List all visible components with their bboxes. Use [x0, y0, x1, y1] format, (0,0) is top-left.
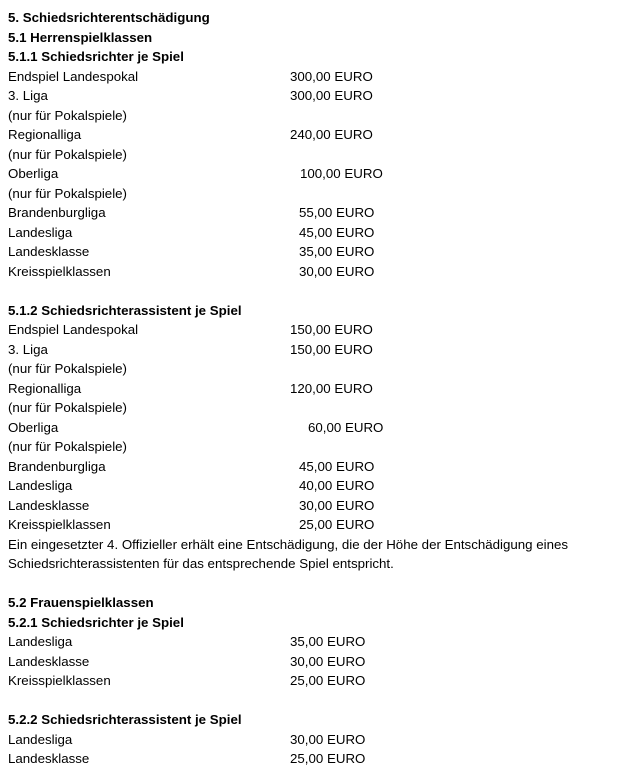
herren-schiedsrichter-table	[8, 67, 618, 282]
frauen-schiedsrichter-title: 5.2.1 Schiedsrichter je Spiel	[8, 614, 184, 630]
table-row	[8, 496, 618, 516]
row-amount: 30,00 EURO	[299, 497, 375, 513]
herren-assistent-table	[8, 320, 618, 535]
row-amount: 120,00 EURO	[290, 380, 373, 396]
row-label: 3. Liga	[8, 88, 48, 103]
row-label: (nur für Pokalspiele)	[8, 146, 127, 162]
table-row	[8, 418, 618, 438]
section-title: 5. Schiedsrichterentschädigung	[8, 10, 210, 25]
row-amount: 35,00 EURO	[299, 244, 375, 259]
row-label: Regionalliga	[8, 127, 82, 142]
table-row	[8, 437, 618, 457]
spacer	[8, 281, 618, 301]
row-label: Kreisspielklassen	[8, 673, 111, 688]
row-amount: 100,00 EURO	[300, 166, 383, 181]
spacer	[8, 574, 618, 594]
row-amount: 240,00 EURO	[290, 127, 373, 142]
row-amount: 30,00 EURO	[290, 653, 366, 669]
row-label: Oberliga	[8, 166, 59, 181]
row-amount: 150,00 EURO	[290, 322, 373, 337]
table-row	[8, 359, 618, 379]
row-amount: 55,00 EURO	[299, 205, 375, 220]
row-label: Landesliga	[8, 224, 73, 240]
row-amount: 45,00 EURO	[299, 458, 375, 474]
row-label: Oberliga	[8, 419, 59, 435]
row-amount: 45,00 EURO	[299, 224, 375, 240]
row-label: Landesklasse	[8, 751, 90, 766]
frauen-schiedsrichter-table	[8, 632, 618, 691]
row-label: (nur für Pokalspiele)	[8, 185, 127, 201]
row-label: Regionalliga	[8, 380, 82, 396]
row-amount: 40,00 EURO	[299, 478, 375, 493]
row-label: (nur für Pokalspiele)	[8, 400, 127, 415]
table-row	[8, 223, 618, 243]
row-amount: 25,00 EURO	[290, 751, 366, 766]
row-label: (nur für Pokalspiele)	[8, 361, 127, 376]
table-row	[8, 184, 618, 204]
table-row	[8, 67, 618, 87]
table-row	[8, 671, 618, 691]
row-label: 3. Liga	[8, 341, 48, 357]
row-amount: 300,00 EURO	[290, 68, 373, 84]
fourth-official-note: Ein eingesetzter 4. Offizieller erhält eine Entschädigung, die der Höhe der Entschädigung eines Schiedsrichterassistenten für das entsprechende Spiel entspricht.	[8, 536, 569, 571]
document-page	[8, 8, 618, 769]
row-label: Kreisspielklassen	[8, 517, 111, 532]
row-amount: 150,00 EURO	[290, 341, 373, 357]
row-label: Endspiel Landespokal	[8, 322, 139, 337]
frauen-title: 5.2 Frauenspielklassen	[8, 595, 154, 610]
table-row	[8, 164, 618, 184]
row-amount: 60,00 EURO	[308, 419, 384, 435]
row-label: Landesklasse	[8, 497, 90, 513]
row-amount: 30,00 EURO	[299, 263, 375, 279]
row-label: Brandenburgliga	[8, 205, 106, 220]
herren-title: 5.1 Herrenspielklassen	[8, 29, 153, 45]
row-label: Landesliga	[8, 731, 73, 747]
row-label: Kreisspielklassen	[8, 263, 111, 279]
row-label: (nur für Pokalspiele)	[8, 107, 127, 123]
table-row	[8, 262, 618, 282]
row-label: Landesklasse	[8, 653, 90, 669]
row-amount: 30,00 EURO	[290, 731, 366, 747]
table-row	[8, 242, 618, 262]
row-label: Brandenburgliga	[8, 458, 106, 474]
table-row	[8, 652, 618, 672]
frauen-assistent-table	[8, 730, 618, 769]
table-row	[8, 203, 618, 223]
row-label: Landesliga	[8, 634, 73, 649]
table-row	[8, 106, 618, 126]
table-row	[8, 145, 618, 165]
table-row	[8, 457, 618, 477]
row-label: Endspiel Landespokal	[8, 68, 139, 84]
row-amount: 35,00 EURO	[290, 634, 366, 649]
row-amount: 300,00 EURO	[290, 88, 373, 103]
row-label: Landesliga	[8, 478, 73, 493]
spacer	[8, 691, 618, 711]
table-row	[8, 632, 618, 652]
row-amount: 25,00 EURO	[299, 517, 375, 532]
table-row	[8, 749, 618, 769]
table-row	[8, 730, 618, 750]
herren-assistent-title: 5.1.2 Schiedsrichterassistent je Spiel	[8, 302, 242, 318]
row-amount: 25,00 EURO	[290, 673, 366, 688]
row-label: Landesklasse	[8, 244, 90, 259]
table-row	[8, 125, 618, 145]
table-row	[8, 340, 618, 360]
herren-schiedsrichter-title: 5.1.1 Schiedsrichter je Spiel	[8, 49, 184, 64]
table-row	[8, 379, 618, 399]
table-row	[8, 476, 618, 496]
row-label: (nur für Pokalspiele)	[8, 439, 127, 454]
table-row	[8, 515, 618, 535]
table-row	[8, 398, 618, 418]
table-row	[8, 320, 618, 340]
table-row	[8, 86, 618, 106]
frauen-assistent-title: 5.2.2 Schiedsrichterassistent je Spiel	[8, 712, 242, 727]
